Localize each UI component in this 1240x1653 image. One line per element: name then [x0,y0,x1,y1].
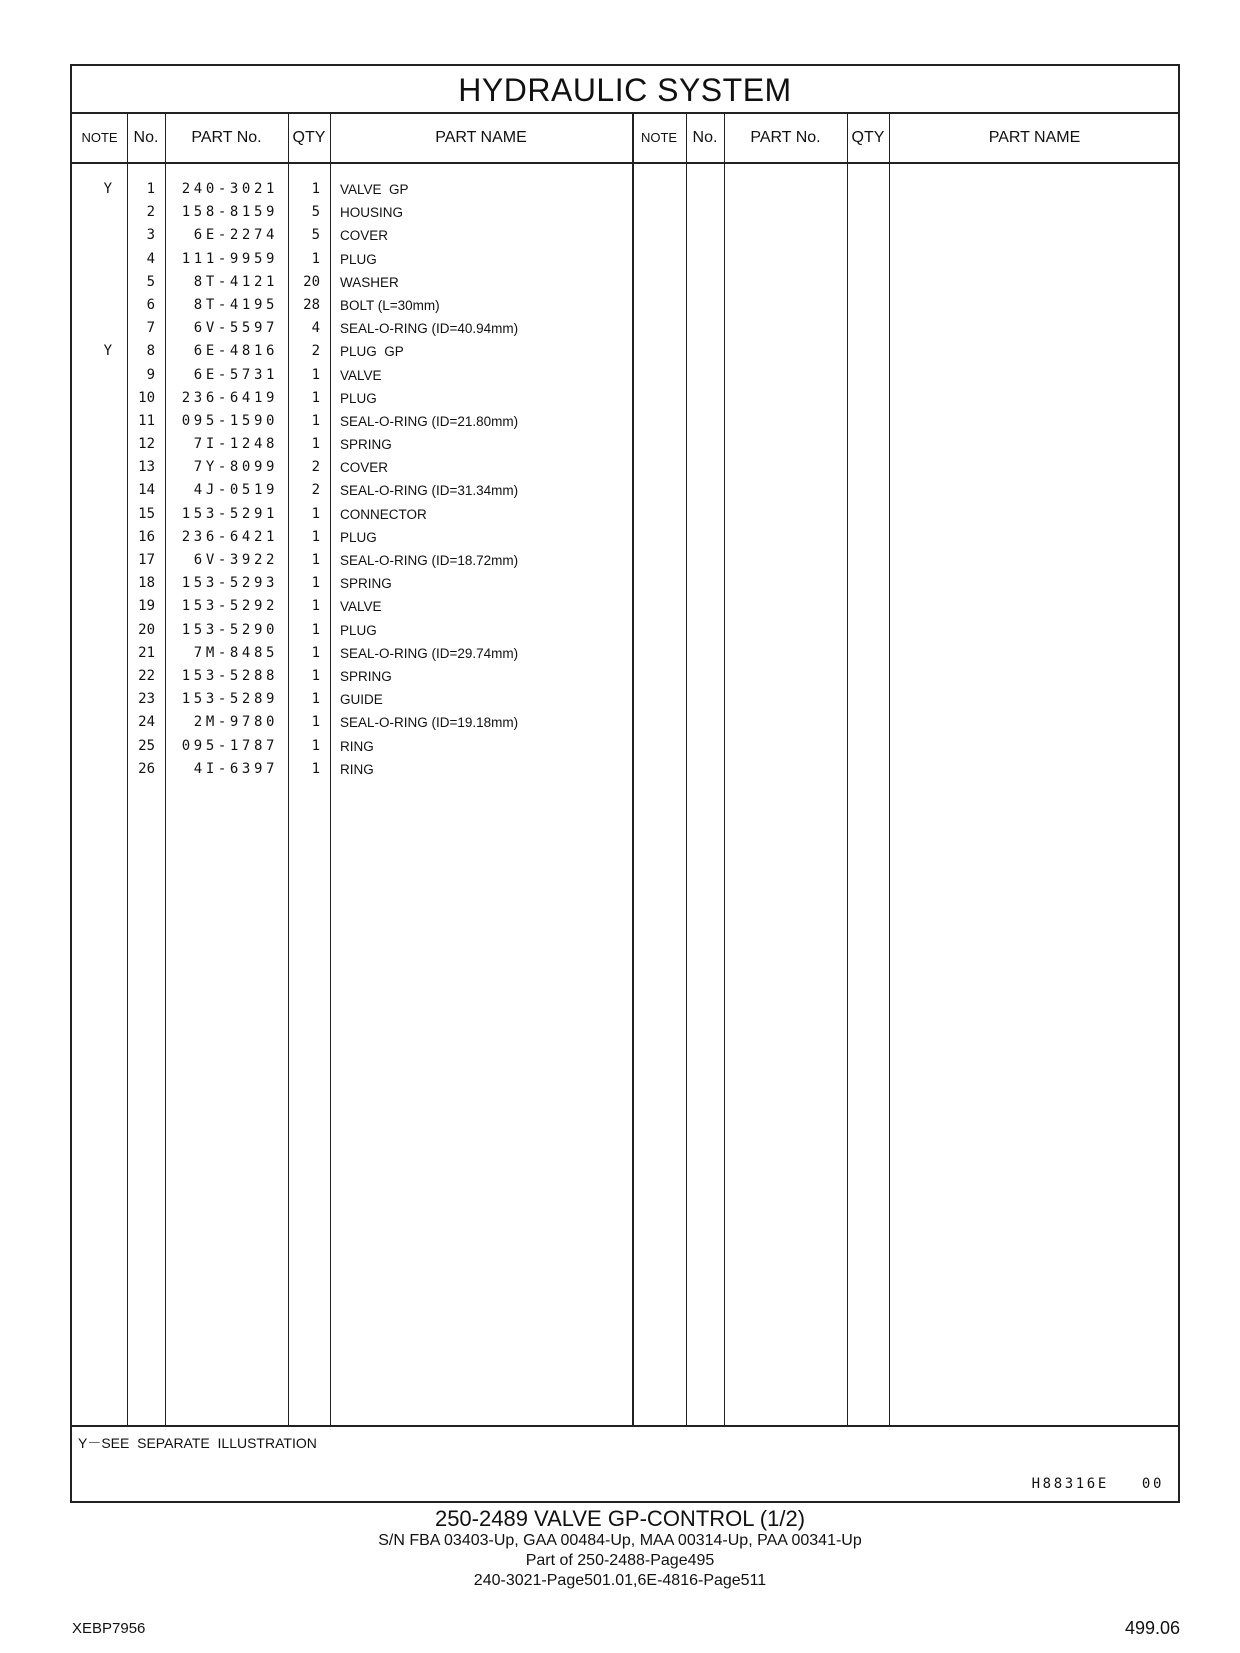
caption-title: 250-2489 VALVE GP-CONTROL (1/2) [434,1506,806,1531]
header-no-right: No. [692,129,718,146]
quantity-cell: 1 [311,412,320,429]
quantity-cell: 1 [311,644,320,661]
part-name-cell: RING [340,761,374,777]
quantity-cell: 4 [311,320,320,337]
item-number-cell: 1 [146,181,155,197]
part-name-cell: CONNECTOR [340,506,427,522]
part-number-cell: 153-5293 [181,575,278,592]
quantity-cell: 1 [311,691,320,708]
item-number-cell: 23 [138,691,155,708]
item-number-cell: 2 [146,204,155,221]
header-qty-right: QTY [851,129,885,146]
quantity-cell: 20 [303,273,320,290]
quantity-cell: 1 [311,250,320,267]
table-row [72,549,632,572]
part-number-cell: 153-5289 [181,691,278,708]
part-name-cell: GUIDE [340,692,383,708]
item-number-cell: 17 [138,552,155,568]
page-number: 499.06 [1124,1618,1180,1638]
header-note-right: NOTE [640,130,678,145]
item-number-cell: 22 [138,667,155,684]
quantity-cell: 1 [311,760,320,777]
quantity-cell: 1 [311,505,320,522]
part-name-cell: SEAL-O-RING (ID=40.94mm) [340,321,519,337]
item-number-cell: 25 [138,737,155,754]
part-number-cell: 6V-3922 [193,552,278,568]
table-row [72,317,632,340]
quantity-cell: 1 [311,575,320,592]
quantity-cell: 1 [311,621,320,638]
part-name-cell: SEAL-O-RING (ID=31.34mm) [340,483,519,499]
part-number-cell: 095-1590 [181,412,278,429]
table-row [72,456,632,479]
item-number-cell: 9 [146,366,155,383]
part-name-cell: PLUG [340,622,377,638]
header-part-no-right: PART No. [750,129,821,146]
item-number-cell: 16 [138,528,155,545]
part-number-cell: 4J-0519 [193,482,278,499]
table-row [72,711,632,734]
caption-part-of: Part of 250-2488-Page495 [525,1552,715,1569]
item-number-cell: 19 [138,598,155,615]
part-name-cell: SPRING [340,437,392,453]
quantity-cell: 1 [311,552,320,568]
part-name-cell: SEAL-O-RING (ID=21.80mm) [340,413,519,429]
header-note-left: NOTE [81,130,118,145]
quantity-cell: 1 [311,436,320,453]
item-number-cell: 11 [138,412,155,429]
item-number-cell: 4 [146,250,155,267]
table-row [72,665,632,688]
item-number-cell: 3 [146,227,155,244]
item-number-cell: 13 [138,459,155,476]
quantity-cell: 1 [311,598,320,615]
part-name-cell: COVER [340,460,389,476]
section-title: HYDRAULIC SYSTEM [72,66,1178,114]
part-name-cell: PLUG [340,390,377,406]
table-row [72,526,632,549]
parts-list [72,178,632,781]
quantity-cell: 1 [311,667,320,684]
quantity-cell: 2 [311,482,320,499]
quantity-cell: 1 [311,528,320,545]
column-divider [724,114,725,1425]
part-number-cell: 236-6419 [181,389,278,406]
header-no-left: No. [133,129,159,146]
quantity-cell: 1 [311,714,320,731]
item-number-cell: 21 [138,644,155,661]
part-number-cell: 2M-9780 [193,714,278,731]
part-name-cell: VALVE GP [340,182,409,197]
part-number-cell: 095-1787 [181,737,278,754]
item-number-cell: 10 [138,389,155,406]
quantity-cell: 1 [311,181,320,197]
quantity-cell: 2 [311,459,320,476]
item-number-cell: 26 [138,760,155,777]
part-number-cell: 158-8159 [181,204,278,221]
table-row [72,294,632,317]
table-row [72,201,632,224]
column-divider [686,114,687,1425]
item-number-cell: 6 [146,296,155,313]
part-number-cell: 7Y-8099 [193,459,278,476]
footer-divider [72,1425,1178,1427]
header-qty-left: QTY [292,129,326,146]
table-row [72,248,632,271]
note-cell: Y [103,181,112,197]
table-row [72,688,632,711]
drawing-code: H88316E 00 [1031,1476,1164,1492]
item-number-cell: 18 [138,575,155,592]
part-name-cell: HOUSING [340,205,404,221]
table-row [72,595,632,618]
part-number-cell: 6V-5597 [193,320,278,337]
header-part-name-left: PART NAME [435,129,527,146]
part-name-cell: BOLT (L=30mm) [340,297,440,313]
table-row [72,572,632,595]
quantity-cell: 1 [311,737,320,754]
part-name-cell: SEAL-O-RING (ID=19.18mm) [340,715,519,731]
quantity-cell: 1 [311,389,320,406]
table-row [72,433,632,456]
part-name-cell: COVER [340,228,389,244]
part-name-cell: SPRING [340,668,392,684]
table-row [72,479,632,502]
part-number-cell: 153-5292 [181,598,278,615]
part-number-cell: 6E-4816 [193,343,278,360]
quantity-cell: 5 [311,227,320,244]
quantity-cell: 1 [311,366,320,383]
header-part-no-left: PART No. [191,129,262,146]
part-name-cell: PLUG [340,251,377,267]
part-name-cell: VALVE [340,599,382,615]
table-row [72,340,632,363]
item-number-cell: 8 [146,343,155,360]
part-number-cell: 153-5290 [181,621,278,638]
part-number-cell: 4I-6397 [193,760,278,777]
parts-table-frame [70,64,1180,1503]
quantity-cell: 28 [303,296,320,313]
table-row [72,178,632,201]
part-name-cell: SEAL-O-RING (ID=18.72mm) [340,553,519,568]
caption-serial: S/N FBA 03403-Up, GAA 00484-Up, MAA 00314-Up, PAA 00341-Up [378,1532,862,1549]
part-name-cell: SEAL-O-RING (ID=29.74mm) [340,645,519,661]
item-number-cell: 15 [138,505,155,522]
part-name-cell: PLUG [340,529,377,545]
footnote: Y－SEE SEPARATE ILLUSTRATION [78,1435,317,1451]
header-divider [72,162,1178,164]
part-number-cell: 153-5288 [181,667,278,684]
table-row [72,619,632,642]
part-name-cell: PLUG GP [340,344,404,360]
quantity-cell: 5 [311,204,320,221]
part-number-cell: 153-5291 [181,505,278,522]
header-part-name-right: PART NAME [988,129,1081,146]
part-name-cell: VALVE [340,367,382,383]
item-number-cell: 12 [138,436,155,453]
column-divider [847,114,848,1425]
table-row [72,642,632,665]
part-name-cell: RING [340,738,374,754]
note-cell: Y [103,343,112,360]
part-number-cell: 236-6421 [181,528,278,545]
item-number-cell: 5 [146,273,155,290]
part-number-cell: 6E-2274 [193,227,278,244]
item-number-cell: 14 [138,482,155,499]
quantity-cell: 2 [311,343,320,360]
table-row [72,364,632,387]
document-number: XEBP7956 [72,1620,146,1637]
table-row [72,387,632,410]
part-number-cell: 240-3021 [181,181,278,197]
table-row [72,735,632,758]
part-number-cell: 7I-1248 [193,436,278,453]
table-row [72,758,632,781]
item-number-cell: 7 [146,320,155,337]
item-number-cell: 24 [138,714,155,731]
table-row [72,410,632,433]
part-number-cell: 8T-4121 [193,273,278,290]
part-number-cell: 111-9959 [181,250,278,267]
item-number-cell: 20 [138,621,155,638]
column-divider [889,114,890,1425]
table-row [72,224,632,247]
part-number-cell: 8T-4195 [193,296,278,313]
part-number-cell: 6E-5731 [193,366,278,383]
part-name-cell: SPRING [340,576,392,592]
part-name-cell: WASHER [340,274,399,290]
caption-references: 240-3021-Page501.01,6E-4816-Page511 [473,1572,767,1589]
part-number-cell: 7M-8485 [193,644,278,661]
table-row [72,271,632,294]
table-row [72,503,632,526]
